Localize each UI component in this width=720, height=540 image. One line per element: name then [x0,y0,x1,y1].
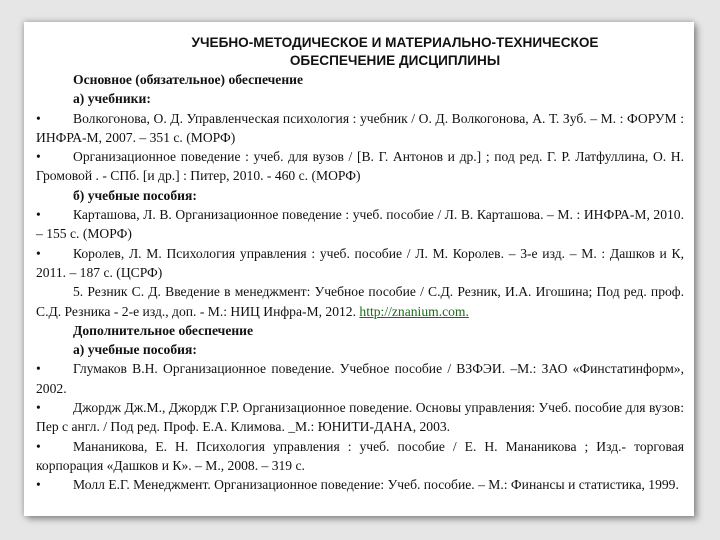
bullet-icon: • [36,477,41,493]
slide-content [36,34,684,495]
bullet-icon: • [36,207,41,223]
znanium-link[interactable]: http://znanium.com. [359,303,469,319]
title-line-1: УЧЕБНО-МЕТОДИЧЕСКОЕ И МАТЕРИАЛЬНО-ТЕХНИЧЕСКОЕ [191,35,599,50]
list-item-5 [36,282,684,321]
extra-manuals-heading: а) учебные пособия: [73,342,197,358]
item-text: Карташова, Л. В. Организационное поведение : учеб. пособие / Л. В. Карташова. – М. : ИНФРА-М, 2010. – 155 с. (МОРФ) [36,207,684,242]
slide [24,22,694,516]
extra-heading: Дополнительное обеспечение [73,322,254,338]
item-text: Королев, Л. М. Психология управления : учеб. пособие / Л. М. Королев. – 3-е изд. – М. : Дашков и К, 2011. – 187 с. (ЦСРФ) [36,245,684,280]
bullet-icon: • [36,149,41,165]
list-item [36,205,684,244]
bullet-icon: • [36,361,41,377]
main-manuals-heading: б) учебные пособия: [73,187,197,203]
list-item [36,147,684,186]
list-item [36,398,684,437]
item-text: Молл Е.Г. Менеджмент. Организационное поведение: Учеб. пособие. – М.: Финансы и статистика, 1999. [73,477,679,493]
list-item [36,475,684,494]
bullet-icon: • [36,110,41,126]
item-text: Мананикова, Е. Н. Психология управления : учеб. пособие / Е. Н. Мананикова ; Изд.- торговая корпорация «Дашков и К». – М., 2008. – 319 с. [36,438,684,473]
item-text: Волкогонова, О. Д. Управленческая психология : учебник / О. Д. Волкогонова, А. Т. Зуб. – М. : ФОРУМ : ИНФРА-М, 2007. – 351 с. (МОРФ) [36,110,684,145]
bullet-icon: • [36,245,41,261]
list-item [36,437,684,476]
main-textbooks-heading: а) учебники: [73,91,151,107]
item-text: Глумаков В.Н. Организационное поведение. Учебное пособие / ВЗФЭИ. –М.: ЗАО «Финстатинформ», 2002. [36,361,684,396]
item-5-text: 5. Резник С. Д. Введение в менеджмент: Учебное пособие / С.Д. Резник, И.А. Игошина; Под ред. проф. С.Д. Резника - 2-е изд., доп. - М.: НИЦ Инфра-М, 2012. [36,284,684,319]
title-line-2: ОБЕСПЕЧЕНИЕ ДИСЦИПЛИНЫ [289,53,501,68]
item-text: Джордж Дж.М., Джордж Г.Р. Организационное поведение. Основы управления: Учеб. пособие для вузов: Пер с англ. / Под ред. Проф. Е.А. Климова. _М.: ЮНИТИ-ДАНА, 2003. [36,400,684,435]
slide-title [36,34,684,70]
list-item [36,359,684,398]
list-item [36,244,684,283]
list-item [36,109,684,148]
bullet-icon: • [36,400,41,416]
bullet-icon: • [36,438,41,454]
item-text: Организационное поведение : учеб. для вузов / [В. Г. Антонов и др.] ; под ред. Г. Р. Латфуллина, О. Н. Громовой . - СПб. [и др.] : Питер, 2010. - 460 с. (МОРФ) [36,149,684,184]
main-heading: Основное (обязательное) обеспечение [73,72,304,87]
